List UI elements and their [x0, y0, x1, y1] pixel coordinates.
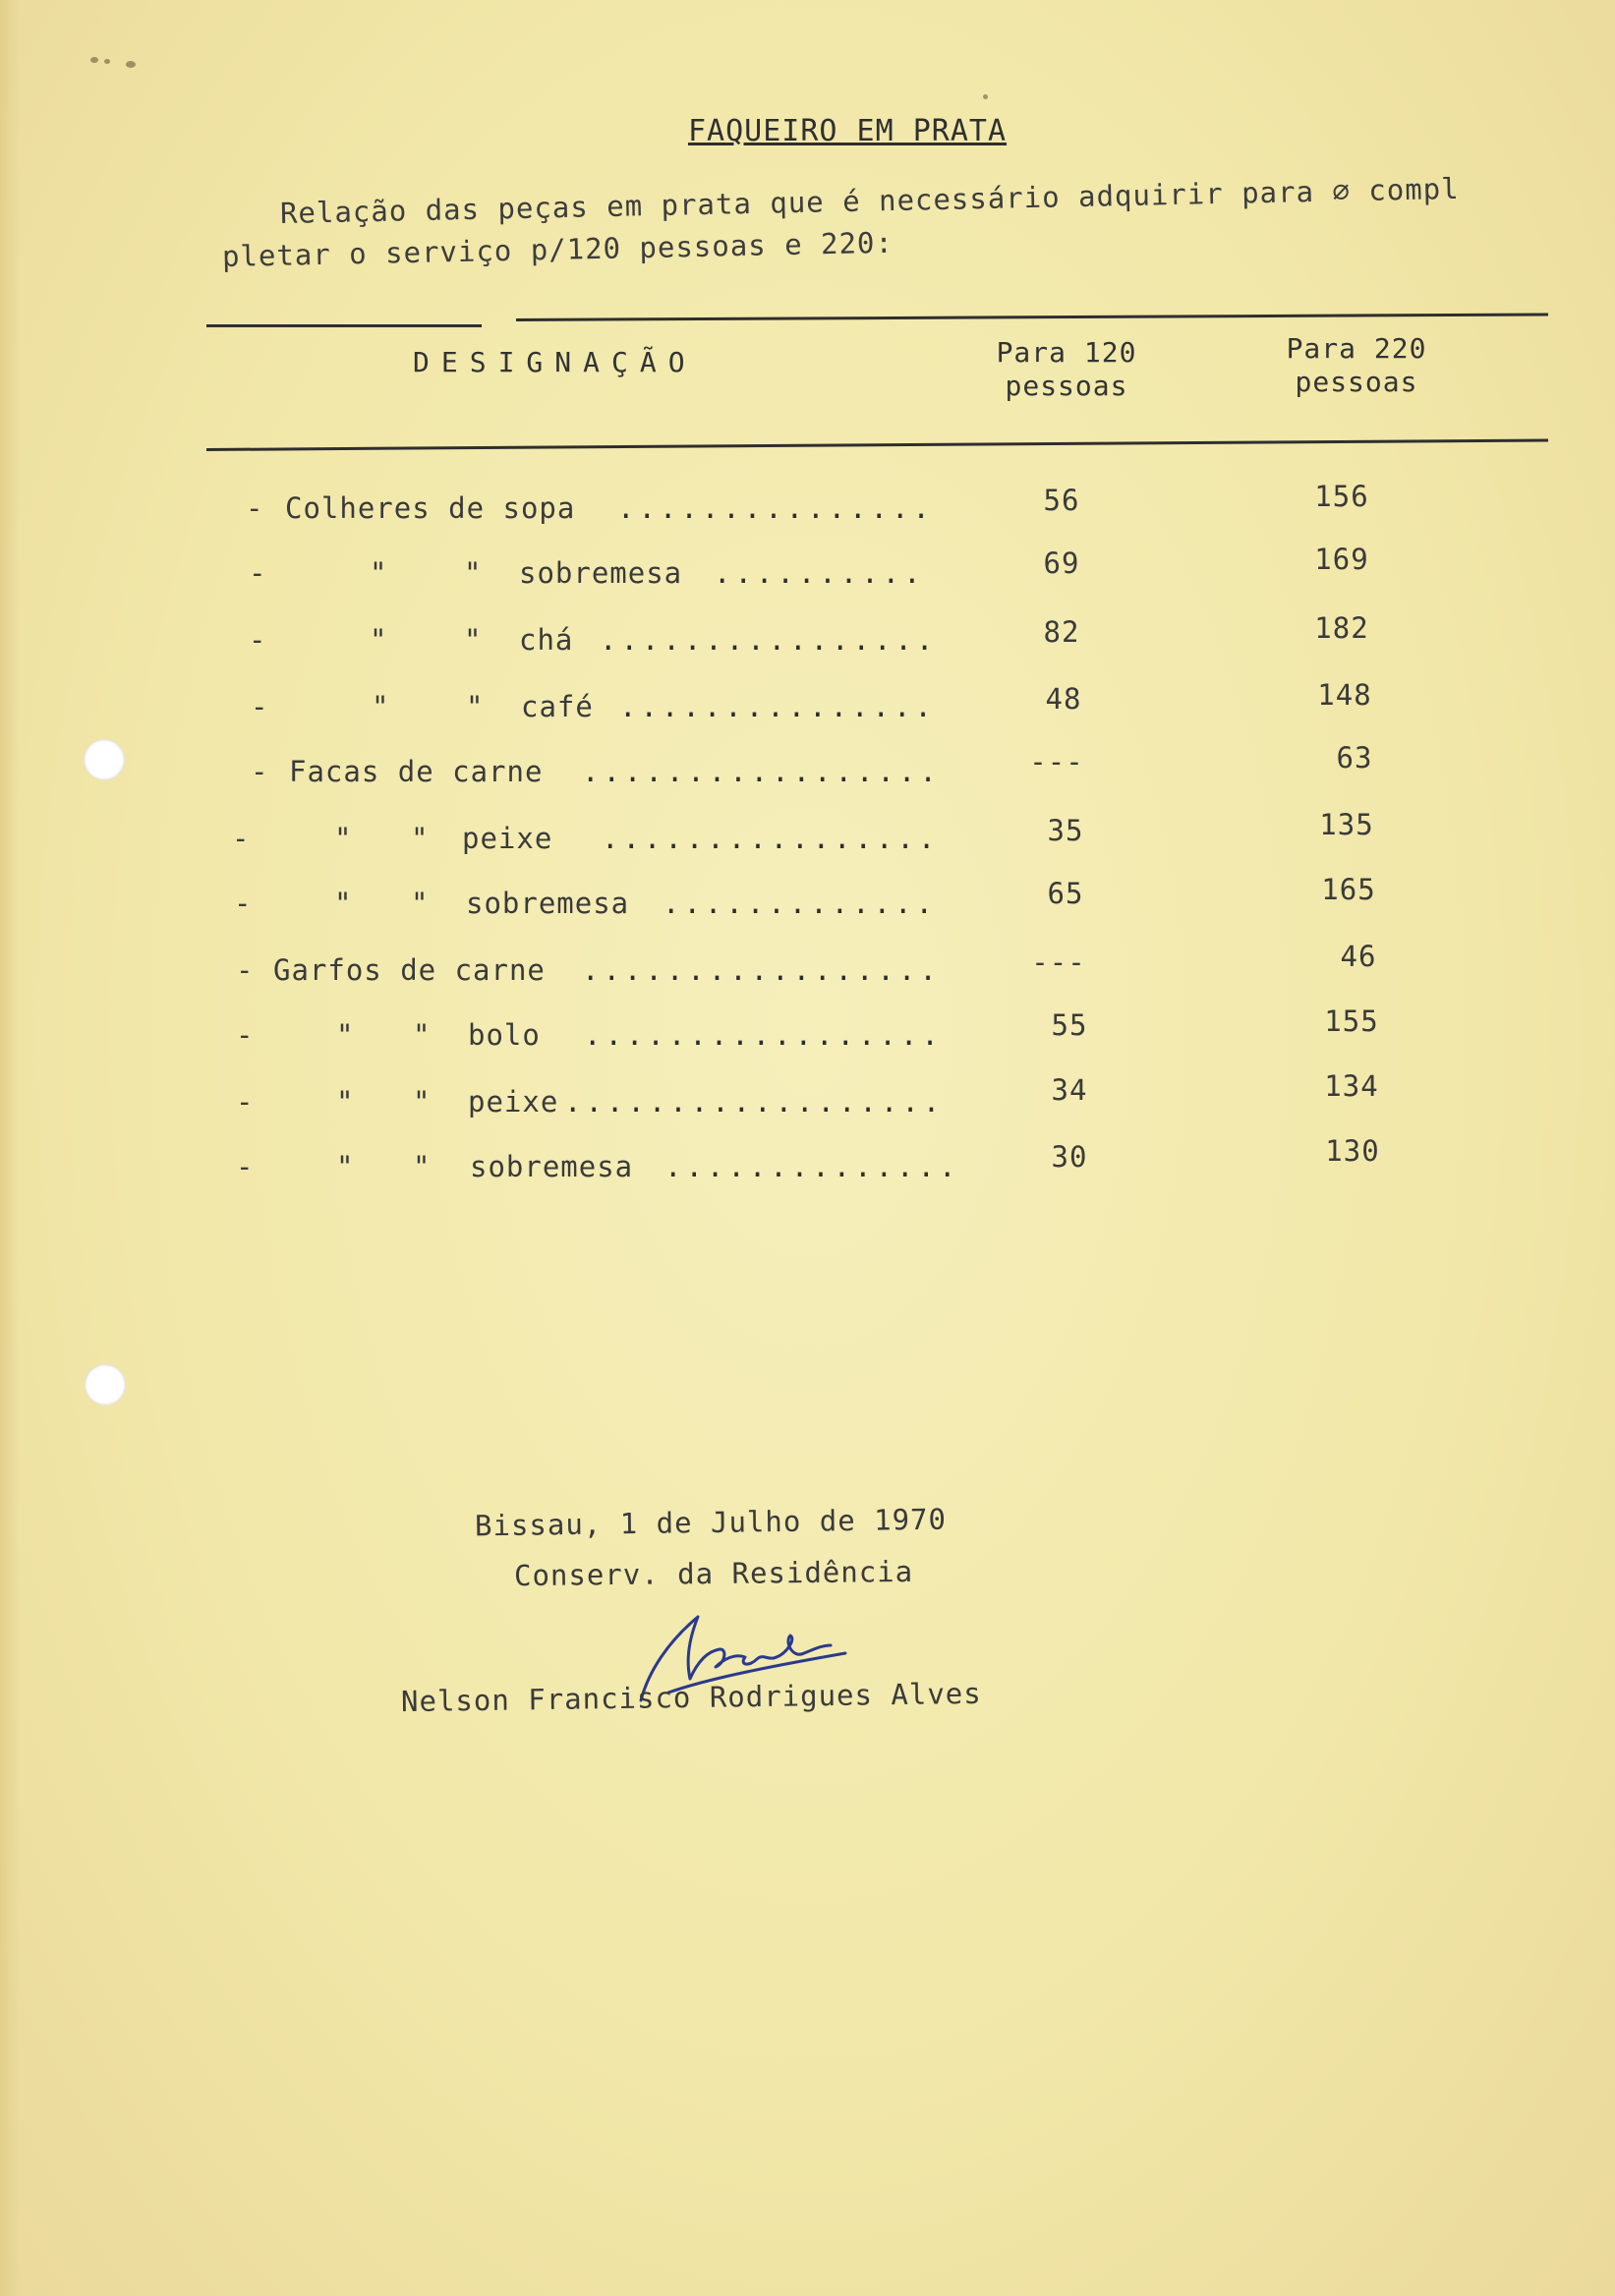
signer-name: Nelson Francisco Rodrigues Alves	[400, 1676, 982, 1719]
row-prefix: -	[234, 887, 253, 920]
row-leader: ...............	[619, 690, 936, 723]
row-leader: .................	[584, 1018, 943, 1052]
header-for-220-line1: Para 220	[1286, 332, 1427, 365]
table-row	[0, 678, 1615, 739]
row-leader: ..................	[564, 1085, 945, 1119]
row-qty-120: 48	[1045, 682, 1082, 716]
row-ditto-2: "	[413, 1085, 432, 1119]
row-item: peixe	[462, 822, 553, 855]
row-prefix: -	[249, 556, 267, 590]
row-leader: ................	[602, 822, 940, 855]
row-leader: ...............	[617, 491, 934, 525]
row-qty-120: ---	[1029, 745, 1084, 778]
row-item: sobremesa	[470, 1150, 634, 1183]
row-qty-220: 130	[1325, 1134, 1380, 1168]
row-ditto-2: "	[464, 556, 483, 590]
row-qty-220: 155	[1324, 1004, 1379, 1038]
header-for-220-line2: pessoas	[1295, 366, 1418, 398]
table-row	[0, 1134, 1615, 1199]
table-row	[0, 741, 1615, 804]
table-row	[0, 1004, 1615, 1067]
intro-line-1: Relação das peças em prata que é necessário adquirir para ∅ compl	[279, 171, 1460, 230]
row-qty-220: 182	[1314, 611, 1369, 645]
intro-line-2: pletar o serviço p/120 pessoas e 220:	[221, 225, 894, 273]
punch-hole-bottom	[85, 1364, 126, 1406]
row-qty-220: 169	[1314, 543, 1369, 576]
row-qty-220: 134	[1324, 1069, 1379, 1103]
row-qty-220: 156	[1314, 480, 1369, 513]
place-and-date: Bissau, 1 de Julho de 1970	[474, 1502, 948, 1543]
ink-speck	[104, 59, 110, 64]
row-leader: .............	[663, 887, 937, 920]
row-qty-120: 34	[1051, 1073, 1088, 1107]
row-ditto-2: "	[466, 690, 485, 723]
row-item: Garfos de carne	[273, 953, 546, 987]
row-item: chá	[519, 623, 574, 657]
row-ditto-2: "	[464, 623, 483, 657]
row-item: peixe	[468, 1085, 559, 1119]
signer-role: Conserv. da Residência	[513, 1554, 914, 1593]
row-leader: ..............	[664, 1150, 960, 1183]
header-for-120	[968, 336, 1165, 403]
table-top-rule	[206, 324, 482, 327]
ink-speck	[126, 61, 136, 68]
row-prefix: -	[249, 623, 267, 657]
header-bottom-rule	[206, 438, 1548, 451]
row-qty-120: 35	[1047, 814, 1084, 847]
row-qty-120: 30	[1051, 1140, 1088, 1174]
header-for-120-line1: Para 120	[996, 336, 1137, 369]
row-qty-120: 82	[1043, 615, 1080, 649]
ink-speck	[90, 57, 98, 63]
row-ditto-1: "	[336, 1150, 355, 1183]
row-prefix: -	[236, 1150, 255, 1183]
row-ditto-2: "	[413, 1018, 432, 1052]
table-row	[0, 480, 1615, 541]
header-designation: DESIGNAÇÃO	[413, 346, 697, 378]
row-qty-220: 46	[1340, 940, 1377, 973]
row-prefix: -	[236, 1018, 255, 1052]
row-prefix: -	[232, 822, 251, 855]
table-row	[0, 940, 1615, 1003]
row-item: Facas de carne	[289, 755, 544, 788]
row-qty-120: 55	[1051, 1008, 1088, 1042]
table-row	[0, 808, 1615, 871]
document-title: FAQUEIRO EM PRATA	[688, 114, 1008, 148]
row-qty-220: 165	[1321, 873, 1376, 906]
row-qty-220: 63	[1336, 741, 1373, 775]
row-prefix: -	[251, 755, 269, 788]
row-qty-220: 135	[1319, 808, 1374, 841]
row-ditto-2: "	[411, 822, 430, 855]
row-item: sobremesa	[519, 556, 683, 590]
row-leader: ................	[600, 623, 938, 657]
table-top-rule	[516, 314, 1548, 321]
row-ditto-1: "	[370, 556, 388, 590]
header-for-220	[1258, 332, 1455, 399]
paper-edge	[0, 0, 20, 2296]
row-ditto-2: "	[413, 1150, 432, 1183]
row-qty-120: ---	[1031, 946, 1086, 979]
table-row	[0, 543, 1615, 605]
row-prefix: -	[236, 953, 255, 987]
row-leader: ..........	[714, 556, 925, 590]
row-qty-120: 69	[1043, 546, 1080, 580]
ink-speck	[983, 94, 988, 99]
row-qty-220: 148	[1317, 678, 1372, 712]
row-ditto-1: "	[372, 690, 390, 723]
row-ditto-1: "	[370, 623, 388, 657]
row-ditto-1: "	[334, 887, 353, 920]
row-leader: .................	[582, 953, 941, 987]
row-ditto-1: "	[336, 1018, 355, 1052]
row-ditto-1: "	[336, 1085, 355, 1119]
row-qty-120: 65	[1047, 877, 1084, 910]
row-leader: .................	[582, 755, 941, 788]
table-row	[0, 1069, 1615, 1134]
row-ditto-2: "	[411, 887, 430, 920]
row-qty-120: 56	[1043, 484, 1080, 517]
row-prefix: -	[251, 690, 269, 723]
row-item: Colheres de sopa	[285, 491, 576, 525]
header-for-120-line2: pessoas	[1005, 370, 1128, 402]
row-ditto-1: "	[334, 822, 353, 855]
table-row	[0, 873, 1615, 936]
table-row	[0, 611, 1615, 672]
row-prefix: -	[246, 491, 264, 525]
row-prefix: -	[236, 1085, 255, 1119]
row-item: bolo	[468, 1018, 541, 1052]
row-item: sobremesa	[466, 887, 630, 920]
row-item: café	[521, 690, 594, 723]
